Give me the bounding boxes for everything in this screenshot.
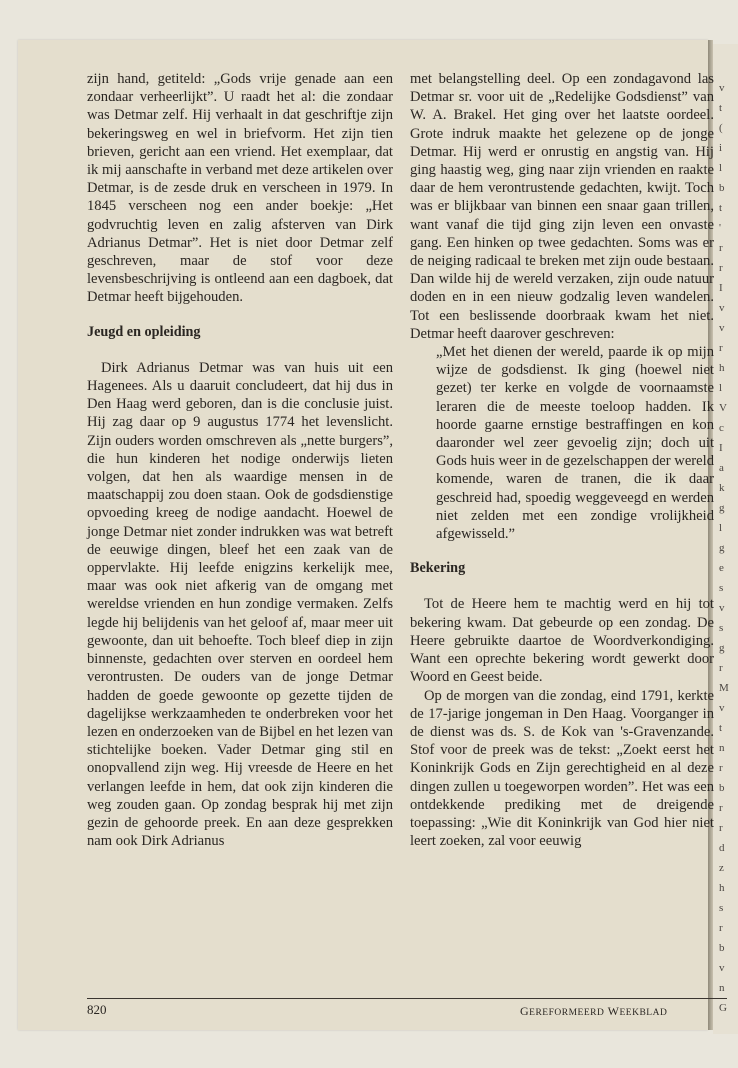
next-page-glyph: I (719, 282, 723, 294)
page-number: 820 (87, 1002, 107, 1017)
next-page-glyph: t (719, 722, 723, 734)
next-page-glyph: r (719, 802, 723, 814)
left-column (87, 70, 393, 850)
next-page-glyph: ( (719, 122, 723, 134)
next-page-glyph: I (719, 442, 723, 454)
next-page-glyph: e (719, 562, 724, 574)
next-page-glyph: s (719, 622, 724, 634)
block-quote: „Met het dienen der wereld, paarde ik op mijn wijze de godsdienst. Ik ging (hoewel niet gezet) ter kerke en volgde de voornaamste leraren die de meeste toeloop hadden. Ik hoorde gaarne ernstige bestraffingen en kon daaronder wel zeer gevoelig zijn; doch uit Gods huis weer in de gezelschappen der wereld komende, waren de tranen, die ik daar geschreid had, spoedig weggeveegd en werden niet zelden met een zondige vrolijkheid afgewisseld.” (436, 344, 714, 543)
next-page-glyph: l (719, 162, 723, 174)
next-page-glyph: t (719, 202, 723, 214)
journal-initial-1: G (520, 1004, 530, 1018)
next-page-glyph: h (719, 362, 725, 374)
right-paragraph-3: Op de morgen van die zondag, eind 1791, kerkte de 17-jarige jongeman in Den Haag. Voorganger in de dienst was ds. S. de Kok van 's-Gravenzande. Stof voor de preek was de tekst: „Zoekt eerst het Koninkrijk Gods en Zijn gerechtigheid en al deze dingen zullen u toegeworpen worden”. Het was een ontdekkende prediking met de dreigende toepassing: „Wie dit Koninkrijk van God hier niet leert zoeken, zal voor eeuwig (410, 687, 714, 850)
journal-initial-2: W (607, 1004, 620, 1018)
next-page-glyph: v (719, 962, 725, 974)
next-page-glyph: V (719, 402, 727, 414)
next-page-glyph: r (719, 262, 723, 274)
next-page-glyph: n (719, 982, 725, 994)
next-page-glyph: s (719, 582, 724, 594)
next-page-glyph: l (719, 382, 723, 394)
left-paragraph-2: Dirk Adrianus Detmar was van huis uit een Hagenees. Als u daaruit concludeert, dat hij dus in Den Haag werd geboren, dan is die conclusie juist. Hij zag daar op 9 augustus 1774 het levenslicht. Zijn ouders worden omschreven als „nette burgers”, die hun kinderen het nodige onderwijs lieten volgen, dat hen als waardige mensen in de maatschappij zou doen staan. Ook de godsdienstige opvoeding kreeg de nodige aandacht. Hoewel de jonge Detmar niet zonder indrukken was wat betreft de eeuwige dingen, bleef het een zaak van de oppervlakte. Hij leefde enigzins kerkelijk mee, maar was ook niet afkerig van de omgang met wereldse vrienden en hun zondige vermaken. Zelfs legde hij belijdenis van het geloof af, maar meer uit gewoonte, dan uit behoefte. Toch bleef diep in zijn binnenste, gedachten over sterven en oordeel hem verontrusten. De ouders van de jonge Detmar hadden de goede gewoonte op gezette tijden de dagelijkse werkzaamheden te onderbreken voor het lezen en onderzoeken van de Bijbel en het lezen van stichtelijke boeken. Vader Detmar ging stil en onopvallend zijn weg. Hij vreesde de Heere en het verlangen leefde in hem, dat ook zijn kinderen die weg zouden gaan. Op zondag besprak hij met zijn gezin de gehoorde preek. En aan deze gesprekken nam ook Dirk Adrianus (87, 359, 393, 850)
next-page-glyph: v (719, 602, 725, 614)
next-page-glyph: b (719, 942, 725, 954)
next-page-glyph: g (719, 502, 725, 514)
next-page-glyph: t (719, 102, 723, 114)
section-heading-bekering: Bekering (410, 560, 466, 577)
next-page-glyph: v (719, 82, 725, 94)
next-page-glyph: v (719, 322, 725, 334)
next-page-glyph: l (719, 522, 723, 534)
next-page-glyph: c (719, 422, 724, 434)
next-page-glyph: b (719, 782, 725, 794)
next-page-glyph: a (719, 462, 724, 474)
next-page-glyph: k (719, 482, 725, 494)
right-column (410, 70, 714, 850)
footer-rule (87, 998, 727, 999)
next-page-glyph: r (719, 762, 723, 774)
next-page-glyph: s (719, 902, 724, 914)
next-page-glyph: g (719, 642, 725, 654)
next-page-glyph: n (719, 742, 725, 754)
section-heading-jeugd: Jeugd en opleiding (87, 323, 201, 340)
next-page-glyph: G (719, 1002, 727, 1014)
right-paragraph-2: Tot de Heere hem te machtig werd en hij tot bekering kwam. Dat gebeurde op een zondag. De Heere gebruikte daartoe de Woordverkondiging. Want een oprechte bekering wordt gewerkt door Woord en Geest beide. (410, 596, 714, 686)
next-page-edge (713, 44, 738, 1034)
next-page-glyph: r (719, 662, 723, 674)
left-paragraph-1: zijn hand, getiteld: „Gods vrije genade aan een zondaar verheerlijkt”. U raadt het al: die zondaar was Detmar zelf. Hij verhaalt in dat geschriftje zijn bekeringsweg en wel in briefvorm. Het zijn tien brieven, gericht aan een vriend. Het exemplaar, dat ik mij aanschafte in verband met deze artikelen over Detmar, is de zesde druk en verscheen in 1979. In 1845 verscheen nog een ander boekje: „Het godvruchtig leven en zalig afsterven van Dirk Adrianus Detmar”. Het is niet door Detmar zelf geschreven, maar de stof voor deze levensbeschrijving is ontleend aan een dagboek, dat Detmar heeft bijgehouden. (87, 71, 393, 306)
next-page-glyph: M (719, 682, 729, 694)
journal-word-2: EEKBLAD (619, 1008, 668, 1018)
next-page-glyph: i (719, 142, 723, 154)
right-paragraph-1: met belangstelling deel. Op een zondagavond las Detmar sr. voor uit de „Redelijke Godsdienst” van W. A. Brakel. Het ging over het laatste oordeel. Grote indruk maakte het gelezene op de jonge Detmar. Hij werd er onrustig en angstig van. Hij ging haastig weg, ging naar zijn vrienden en raakte daar de hem verontrustende gedachten, kwijt. Toch was er blijkbaar van binnen een snaar gaan trillen, want vanaf die tijd ging zijn leven een onvaste gang. Een hinken op twee gedachten. Soms was er de neiging radicaal te breken met zijn oude bestaan. Dan wilde hij de wereld verzaken, zijn oude natuur doden en in een nieuw godzalig leven wandelen. Tot een beslissende doorbraak kwam het niet. Detmar heeft daarover geschreven: (410, 71, 714, 342)
next-page-glyph: g (719, 542, 725, 554)
journal-word-1: EREFORMEERD (529, 1008, 605, 1018)
next-page-glyph: ' (719, 222, 721, 234)
next-page-glyph: r (719, 242, 723, 254)
next-page-glyph: h (719, 882, 725, 894)
next-page-glyph: r (719, 822, 723, 834)
next-page-glyph: z (719, 862, 724, 874)
next-page-glyph: d (719, 842, 725, 854)
next-page-glyph: v (719, 302, 725, 314)
next-page-glyph: r (719, 922, 723, 934)
journal-name (520, 1004, 667, 1019)
next-page-glyph: v (719, 702, 725, 714)
next-page-glyph: r (719, 342, 723, 354)
next-page-glyph: b (719, 182, 725, 194)
